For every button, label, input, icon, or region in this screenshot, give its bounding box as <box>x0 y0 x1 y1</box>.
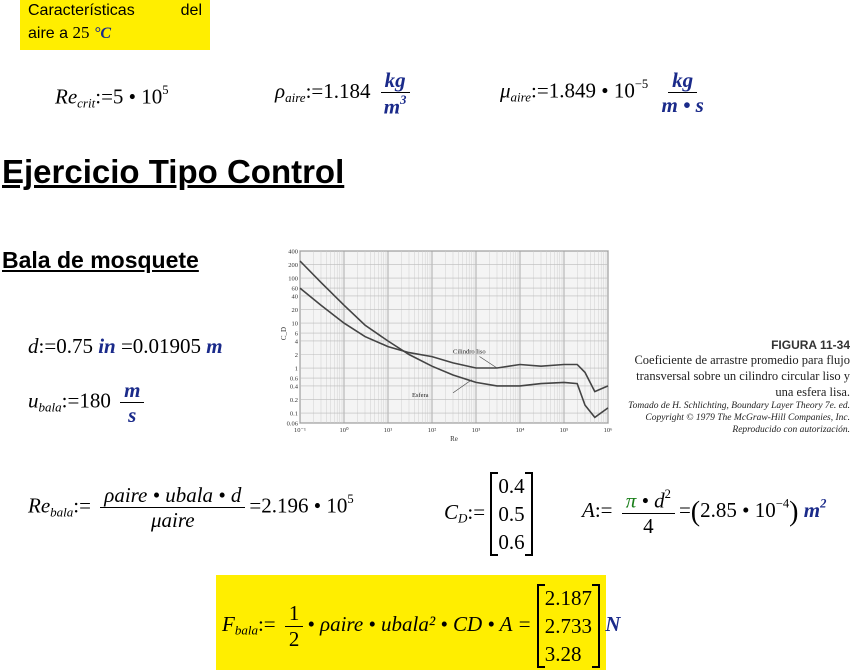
velocity-equation[interactable]: $u_{bala}:=180$ $\frac{m}{s}$ <box>28 378 148 427</box>
y-tick-label: 100 <box>288 275 298 283</box>
y-tick-label: 1 <box>294 365 298 373</box>
y-tick-label: 40 <box>291 293 298 301</box>
cd-vector-equation[interactable]: $C_D:=$ 0.4 0.5 0.6 <box>444 472 533 556</box>
figure-caption-block <box>620 338 850 436</box>
y-tick-label: 0.1 <box>289 410 298 418</box>
rho-air-equation[interactable]: $\rho_{aire}:=1.184$ $\frac{kg}{m^3}$ <box>275 68 414 119</box>
x-tick-label: 10⁶ <box>603 427 613 434</box>
figure-caption: Coeficiente de arrastre promedio para flujo transversal sobre un cilindro circular liso y una esfera lisa. <box>634 353 850 399</box>
x-tick-label: 10⁴ <box>515 427 525 434</box>
air-properties-note <box>20 0 210 50</box>
chart-svg <box>278 249 618 445</box>
y-tick-label: 0.6 <box>289 375 298 383</box>
mu-air-equation[interactable]: $\mu_{aire}:=1.849$ • $10^{-5}$ $\frac{kg}{m • s}$ <box>500 68 704 118</box>
section-heading: Ejercicio Tipo Control <box>2 153 345 190</box>
x-tick-label: 10⁻¹ <box>294 427 306 434</box>
x-tick-label: 10⁵ <box>559 427 569 434</box>
temp-value: 25 <box>72 23 90 42</box>
subsection-heading: Bala de mosquete <box>2 247 199 273</box>
y-tick-label: 20 <box>291 307 298 315</box>
note-text-3: aire a <box>28 25 69 42</box>
y-tick-label: 400 <box>288 249 298 256</box>
series-label-1: Esfera <box>411 391 429 399</box>
y-tick-label: 0.06 <box>286 420 298 428</box>
drag-coefficient-chart <box>278 249 618 445</box>
x-tick-label: 10³ <box>471 427 481 434</box>
x-tick-label: 10¹ <box>383 427 393 434</box>
y-tick-label: 6 <box>294 330 298 338</box>
re-bala-equation[interactable]: $Re_{bala}:=$ $\frac{\text{ρaire • ubala • d}}{\text{μaire}}$ =2.196 • $10^5$ <box>28 483 354 533</box>
y-tick-label: 60 <box>291 285 298 293</box>
y-tick-label: 4 <box>294 338 298 346</box>
cd-matrix: 0.4 0.5 0.6 <box>490 472 532 556</box>
x-tick-label: 10² <box>427 427 437 434</box>
y-axis-label: C_D <box>280 326 288 341</box>
area-equation[interactable]: A:= $\frac{\pi • d^2}{4}$ =(2.85 • $10^{-4}$) $m^2$ <box>582 487 827 538</box>
re-crit-equation[interactable]: $Re_{crit}:=5$ • $10^5$ <box>55 83 169 111</box>
y-tick-label: 2 <box>294 352 298 360</box>
y-tick-label: 10 <box>291 320 298 328</box>
force-equation[interactable]: $F_{bala}:=$ $\frac{1}{2}$ • ρaire • ubala² • CD • A = 2.187 2.733 3.28 N <box>222 586 621 666</box>
temp-unit: °C <box>93 25 112 42</box>
force-matrix: 2.187 2.733 3.28 <box>537 584 600 668</box>
figure-title: FIGURA 11-34 <box>771 338 850 352</box>
y-tick-label: 0.4 <box>289 383 298 391</box>
note-text-2: del <box>180 2 202 19</box>
figure-credit: Tomado de H. Schlichting, Boundary Layer Theory 7e. ed. Copyright © 1979 The McGraw-Hill Companies, Inc. Reproducido con autorización. <box>628 401 850 435</box>
y-tick-label: 0.2 <box>289 396 298 404</box>
series-label-0: Cilindro liso <box>452 348 486 356</box>
y-tick-label: 200 <box>288 262 298 270</box>
diameter-equation[interactable]: d:=0.75 in =0.01905 m <box>28 334 223 358</box>
x-tick-label: 10⁰ <box>339 427 349 434</box>
x-axis-label: Re <box>450 435 458 443</box>
note-text-1: Características <box>28 2 135 19</box>
